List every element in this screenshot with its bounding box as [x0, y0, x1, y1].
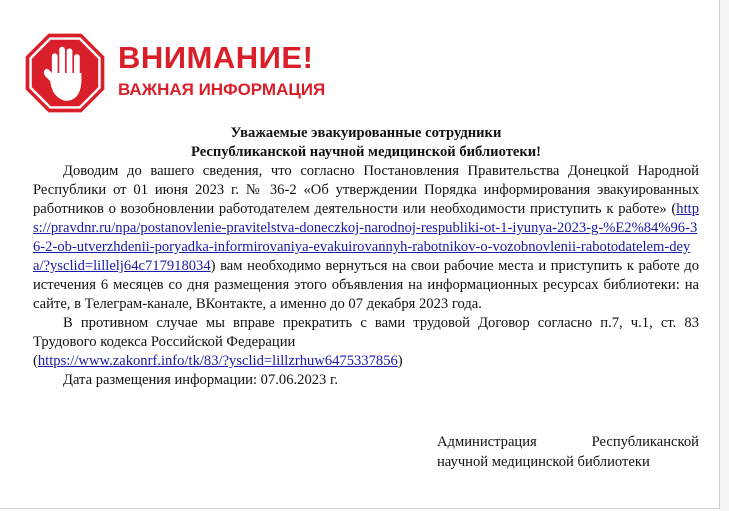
- document-body: [33, 124, 699, 390]
- labor-code-link-line: [33, 352, 699, 371]
- link-open-paren: (: [33, 353, 38, 369]
- labor-code-link[interactable]: https://www.zakonrf.info/tk/83/?ysclid=lillzrhuw6475337856: [37, 353, 398, 369]
- heading-line-1: Уважаемые эвакуированные сотрудники: [230, 125, 502, 141]
- paragraph-1: [33, 162, 699, 314]
- paragraph-2: [33, 314, 699, 352]
- signature-word-1: Администрация: [437, 434, 537, 450]
- stop-hand-icon: [24, 32, 106, 114]
- government-decree-link[interactable]: https://pravdnr.ru/npa/postanovlenie-pravitelstva-doneczkoj-narodnoj-respubliki-ot-1-iyunya-2023-g-%E2%84%96-36-2-ob-utverzhdenii-poryadka-informirovaniya-evakuirovannyh-rabotnikov-o-vozobnovlenii-rabotodatelem-deya/?ysclid=lillelj64c717918034: [33, 201, 699, 274]
- paragraph-1-text: Доводим до вашего сведения, что согласно Постановления Правительства Донецкой Народной Республики от 01 июня 2023 г. № 36-2 «Об утверждении Порядка информирования эвакуированных работников о возобновлении работодателем деятельности или необходимости приступить к работе» (: [33, 163, 699, 217]
- date-line: Дата размещения информации: 07.06.2023 г.: [63, 372, 338, 388]
- warning-banner: [24, 32, 344, 112]
- banner-subtitle: ВАЖНАЯ ИНФОРМАЦИЯ: [118, 80, 326, 99]
- signature-word-2: Республиканской: [591, 434, 699, 450]
- banner-title: ВНИМАНИЕ!: [118, 40, 314, 75]
- paragraph-2-text: В противном случае мы вправе прекратить с вами трудовой Договор согласно п.7, ч.1, ст. 83 Трудового кодекса Российской Федерации: [33, 315, 699, 350]
- signature-line-2: научной медицинской библиотеки: [437, 454, 650, 470]
- link-close-paren: ): [397, 353, 403, 369]
- signature-line-1: [437, 432, 699, 452]
- heading-line-2: Республиканской научной медицинской библиотеки!: [190, 144, 542, 160]
- page-edge: [720, 0, 729, 511]
- signature-block: [437, 432, 699, 472]
- paragraph-1-continuation: ) вам необходимо вернуться на свои рабочие места и приступить к работе до истечения 6 месяцев со дня размещения этого объявления на информационных ресурсах библиотеки: на сайте, в Телеграм-канале, ВКонтакте, а именно до 07 декабря 2023 года.: [33, 258, 699, 312]
